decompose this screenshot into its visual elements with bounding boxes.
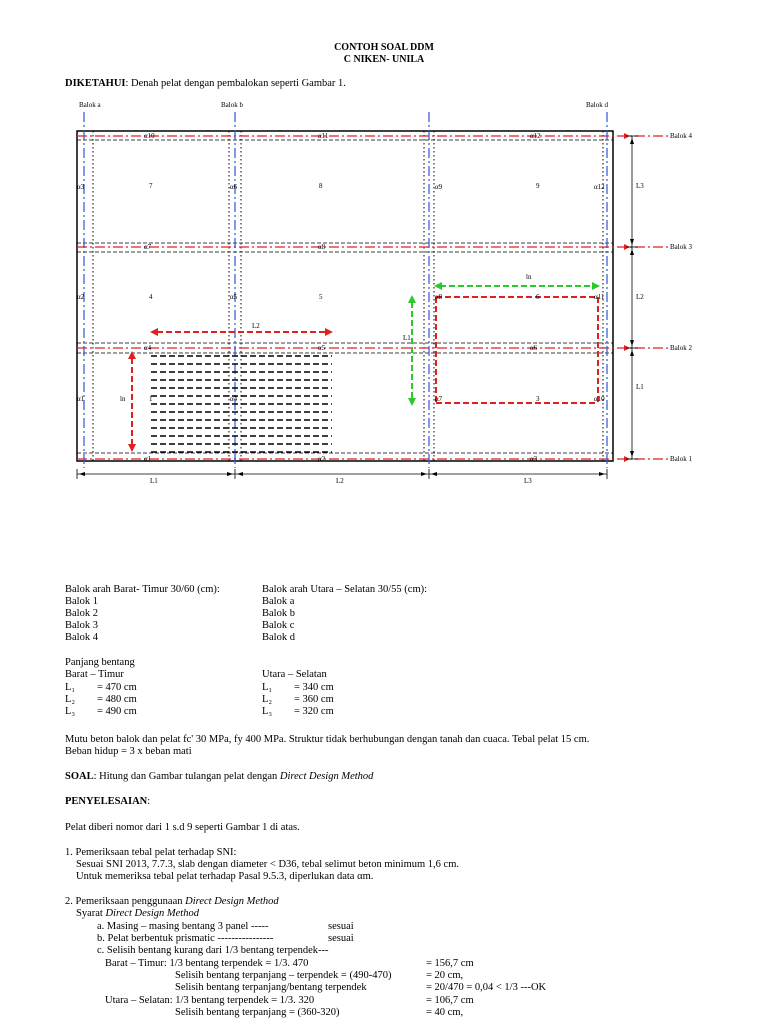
calc-result: = 20 cm, [426,970,464,981]
alpha-label: α8 [435,293,443,301]
material-line-1: Mutu beton balok dan pelat fc' 30 MPa, fy 400 MPa. Struktur tidak berhubungan dengan tanah dan cuaca. Tebal pelat 15 cm. [65,734,590,745]
ns-span-name: L₃ [262,706,273,717]
ns-beam-item: Balok d [262,632,295,643]
calc-result: = 106,7 cm [426,995,474,1006]
panel-number: 9 [536,182,540,190]
alpha-label: α11 [594,293,605,301]
calc-result: = 40 cm, [426,1007,464,1018]
ns-beam-title: Balok arah Utara – Selatan 30/55 (cm): [262,584,428,595]
alpha-label: α6 [230,183,238,191]
beam-label-b: Balok b [221,101,243,109]
soal-label: SOAL [65,771,94,782]
alpha-label: α11 [318,132,329,140]
alpha-label: α9 [435,183,443,191]
beam-label-d: Balok d [586,101,608,109]
beam-label-1: Balok 1 [670,455,692,463]
ns-span-value: = 340 cm [294,682,334,693]
alpha-label: α10 [144,132,155,140]
ns-spans-title: Utara – Selatan [262,669,327,680]
ns-span-value: = 320 cm [294,706,334,717]
panel-number: 5 [319,293,323,301]
document-title: CONTOH SOAL DDM [334,42,434,53]
calc-text: Selisih bentang terpanjang = (360-320) [175,1007,340,1018]
step1-line-1: Sesuai SNI 2013, 7.7.3, slab dengan diameter < D36, tebal selimut beton minimum 1,6 cm. [76,859,459,870]
ns-beam-item: Balok b [262,608,295,619]
panel-number: 8 [319,182,323,190]
panel-number: 7 [149,182,153,190]
ns-beam-block [262,584,427,644]
ew-beam-title: Balok arah Barat- Timur 30/60 (cm): [65,584,220,595]
numbering-text: Pelat diberi nomor dari 1 s.d 9 seperti Gambar 1 di atas. [65,822,300,833]
step2-title [65,896,279,908]
alpha-label: α2 [77,293,85,301]
document-subtitle: C NIKEN- UNILA [343,54,425,65]
alpha-label: α2 [318,455,326,463]
ew-beam-item: Balok 4 [65,632,98,643]
dim-label: ln [526,273,532,281]
ew-beam-item: Balok 2 [65,608,98,619]
alpha-label: α12 [594,183,605,191]
step1-line-2: Untuk memeriksa tebal pelat terhadap Pasal 9.5.3, diperlukan data αm. [76,871,374,882]
panel-number: 3 [536,395,540,403]
alpha-label: α10 [594,395,605,403]
alpha-label: α12 [530,132,541,140]
condition-status: sesuai [328,921,354,932]
step2-syarat-prefix: Syarat [76,908,106,919]
alpha-label: α7 [144,243,152,251]
dim-label: L2 [252,322,260,330]
ew-span-value: = 470 cm [97,682,137,693]
soal-line [65,771,373,783]
slab-outline [77,131,613,461]
alpha-label: α6 [530,344,538,352]
panel-number: 4 [149,293,153,301]
step2-syarat [76,908,199,920]
ns-span-name: L₁ [262,682,273,693]
intro-label: DIKETAHUI [65,78,126,89]
penyelesaian-heading [65,796,150,808]
intro-text: : Denah pelat dengan pembalokan seperti Gambar 1. [125,78,346,89]
ew-span-value: = 490 cm [97,706,137,717]
alpha-label: α3 [77,183,85,191]
ew-beam-block [65,584,220,644]
dim-label: L1 [636,383,644,391]
beam-label-a: Balok a [79,101,101,109]
dim-label: L2 [636,293,644,301]
step1-title: 1. Pemeriksaan tebal pelat terhadap SNI: [65,847,237,858]
panel-number: 6 [536,293,540,301]
beam-label-3: Balok 3 [670,243,692,251]
beam-label-4: Balok 4 [670,132,692,140]
condition-status: sesuai [328,933,354,944]
dim-label: L1 [150,477,158,485]
ew-span-name: L₁ [65,682,76,693]
alpha-label: α5 [318,344,326,352]
dim-label: ln [120,395,126,403]
ns-span-name: L₂ [262,694,273,705]
alpha-label: α8 [318,243,326,251]
calc-text: Selisih bentang terpanjang – terpendek = (490-470) [175,970,392,981]
step2-syarat-method: Direct Design Method [105,908,199,919]
condition-item: c. Selisih bentang kurang dari 1/3 bentang terpendek--- [97,945,329,956]
alpha-label: α4 [144,344,152,352]
beam-label-2: Balok 2 [670,344,692,352]
alpha-label: α4 [230,395,238,403]
ns-span-value: = 360 cm [294,694,334,705]
soal-method: Direct Design Method [279,771,374,782]
ew-span-name: L₃ [65,706,76,717]
alpha-label: α7 [435,395,443,403]
ns-beam-item: Balok a [262,596,295,607]
step2-title-prefix: 2. Pemeriksaan penggunaan [65,896,186,907]
step2-title-method: Direct Design Method [185,896,279,907]
spans-title: Panjang bentang [65,657,135,668]
ew-spans-title: Barat – Timur [65,669,124,680]
alpha-label: α5 [230,293,238,301]
soal-text: : Hitung dan Gambar tulangan pelat dengan [93,771,280,782]
calc-result: = 20/470 = 0,04 < 1/3 ---OK [426,982,547,993]
dim-label: L3 [636,182,644,190]
calc-text: Utara – Selatan: 1/3 bentang terpendek = 1/3. 320 [105,995,315,1006]
condition-item: a. Masing – masing bentang 3 panel ----- [97,921,269,932]
dim-label: L2 [336,477,344,485]
alpha-label: α3 [530,455,538,463]
alpha-label: α1 [144,455,152,463]
calc-result: = 156,7 cm [426,958,474,969]
dim-label: L1 [403,334,411,342]
penyelesaian-colon: : [147,796,151,807]
ew-beam-item: Balok 1 [65,596,98,607]
ew-beam-item: Balok 3 [65,620,98,631]
penyelesaian-label: PENYELESAIAN [65,796,148,807]
panel-number: 1 [149,395,153,403]
condition-item: b. Pelat berbentuk prismatic ---------------- [97,933,274,944]
calc-text: Barat – Timur: 1/3 bentang terpendek = 1/3. 470 [105,958,309,969]
ew-span-name: L₂ [65,694,76,705]
ew-span-value: = 480 cm [97,694,137,705]
material-line-2: Beban hidup = 3 x beban mati [65,746,192,757]
ns-beam-item: Balok c [262,620,295,631]
dim-label: L3 [524,477,532,485]
alpha-label: α1 [77,395,85,403]
calc-text: Selisih bentang terpanjang/bentang terpendek [175,982,367,993]
